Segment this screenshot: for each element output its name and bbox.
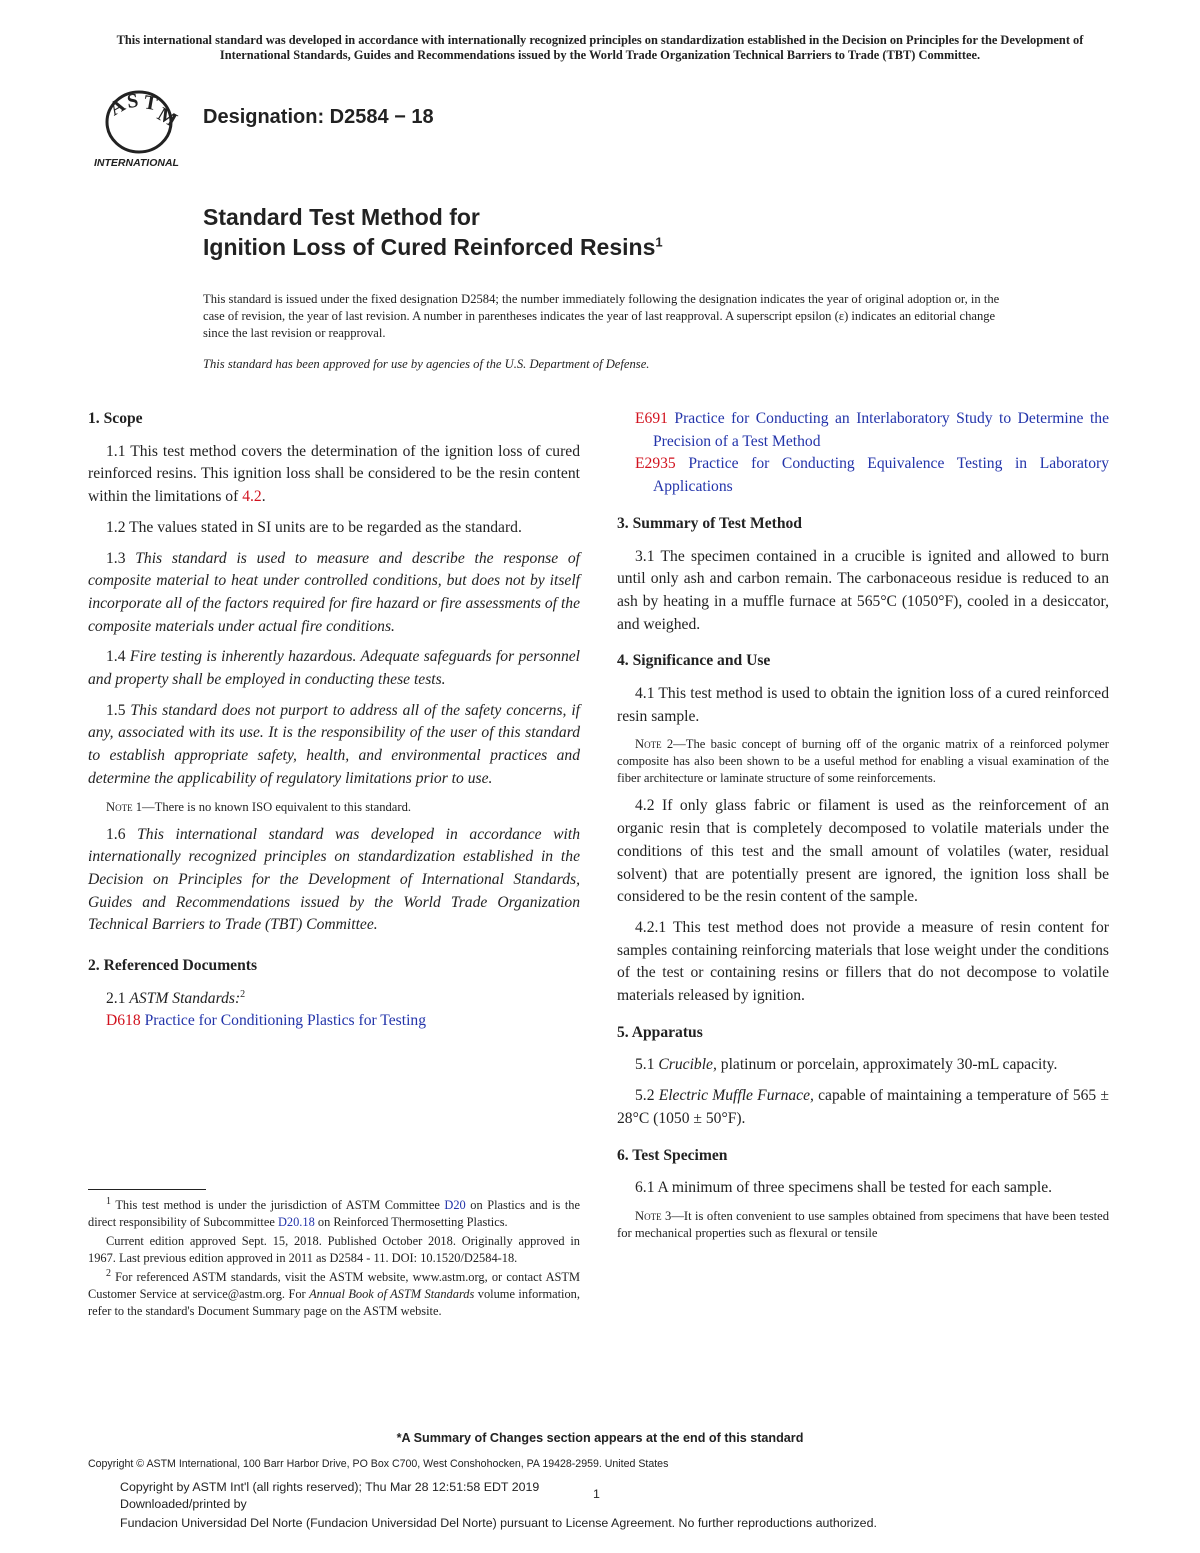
paragraph-5-2 [617,1085,1109,1130]
note-2-text: —The basic concept of burning off of the organic matrix of a reinforced polymer composite has also been shown to be a useful method for enabling a visual examination of the fiber architecture or laminate structure of some reinforcements. [617,737,1109,786]
paragraph-6-1: 6.1 A minimum of three specimens shall be tested for each sample. [635,1179,1053,1197]
paragraph-1-3-text: This standard is used to measure and describe the response of composite material to heat under controlled conditions, but does not by itself incorporate all of the factors required for fire hazard or fire assessments of the composite materials under actual fire conditions. [88,549,580,635]
top-notice: This international standard was developed in accordance with internationally recognized principles on standardization established in the Decision on Principles for the Development of International Standards, Guides and Recommendations issued by the World Trade Organization Technical Barriers to Trade (TBT) Committee. [116,33,1084,62]
link-d20-18[interactable]: D20.18 [277,1215,315,1229]
download-line-1: Copyright by ASTM Int'l (all rights reserved); Thu Mar 28 12:51:58 EDT 2019 [120,1480,540,1494]
paragraph-1-4 [88,646,580,691]
paragraph-5-2-term: Electric Muffle Furnace, [658,1087,814,1105]
note-3 [617,1208,1109,1242]
footnote-2-text-b: volume information, refer to the standard's Document Summary page on the ASTM website. [88,1287,580,1318]
note-3-text: —It is often convenient to use samples obtained from specimens that have been tested for mechanical properties such as flexural or tensile [617,1208,1109,1240]
svg-text:A: A [105,94,130,121]
paragraph-1-3-num: 1.3 [106,549,136,567]
reference-title[interactable]: Practice for Conditioning Plastics for Testing [144,1012,426,1030]
reference-d618[interactable] [88,1010,580,1033]
paragraph-1-5 [88,700,580,791]
footnote-1 [88,1197,580,1231]
paragraph-4-1: 4.1 This test method is used to obtain the ignition loss of a cured reinforced resin sample. [617,685,1109,725]
paragraph-1-4-text: Fire testing is inherently hazardous. Adequate safeguards for personnel and property shall be employed in conducting these tests. [88,648,580,689]
right-column [617,408,1109,1250]
summary-of-changes-note: *A Summary of Changes section appears at the end of this standard [396,1431,804,1445]
paragraph-1-1-end: . [261,488,266,506]
title-line-2 [203,234,663,261]
paragraph-5-1-num: 5.1 [635,1056,659,1074]
section-heading-referenced-documents: 2. Referenced Documents [88,957,258,975]
reference-title[interactable]: Practice for Conducting Equivalence Testing in Laboratory Applications [653,455,1109,496]
paragraph-2-1-num: 2.1 [106,989,130,1007]
download-line-3: Fundacion Universidad Del Norte (Fundacion Universidad Del Norte) pursuant to License Agreement. No further reproductions authorized. [120,1516,877,1530]
paragraph-3-1: 3.1 The specimen contained in a crucible is ignited and allowed to burn until only ash and carbon remain. The carbonaceous residue is reduced to an ash by heating in a muffle furnace at 565°C (1050°F), cooled in a desiccator, and weighed. [617,547,1109,633]
title-line-1: Standard Test Method for [203,204,480,230]
paragraph-5-1-term: Crucible, [658,1056,717,1074]
footnote-2-mark: 2 [106,1267,111,1279]
paragraph-5-1-text: platinum or porcelain, approximately 30-mL capacity. [716,1056,1058,1074]
footnote-1-text-c: on Reinforced Thermosetting Plastics. [314,1215,508,1229]
link-4-2[interactable]: 4.2 [242,488,262,506]
note-2 [617,736,1109,787]
reference-code[interactable]: E691 [635,410,668,427]
footnote-2-text-a: For referenced ASTM standards, visit the ASTM website, www.astm.org, or contact ASTM Customer Service at service@astm.org. For [88,1270,580,1301]
note-1-text: —There is no known ISO equivalent to this standard. [142,799,412,814]
reference-code[interactable]: E2935 [635,455,676,473]
footnotes [88,1197,580,1322]
reference-title[interactable]: Practice for Conducting an Interlaboratory Study to Determine the Precision of a Test Method [653,410,1109,450]
link-d20[interactable]: D20 [444,1198,466,1212]
footnote-2-italic: Annual Book of ASTM Standards [309,1287,475,1301]
reference-e2935[interactable] [617,453,1109,498]
paragraph-2-1 [88,988,580,1011]
issue-statement: This standard is issued under the fixed designation D2584; the number immediately following the designation indicates the year of original adoption or, in the case of revision, the year of last revision. A number in parentheses indicates the year of last reapproval. A superscript epsilon (ε) indicates an editorial change since the last revision or reapproval. [203,292,1000,340]
title-footnote-mark: 1 [655,234,663,250]
paragraph-1-1 [88,441,580,509]
paragraph-1-6-text: This international standard was developed in accordance with internationally recognized principles on standardization established in the Decision on Principles for the Development of International Standards, Guides and Recommendations issued by the World Trade Organization Technical Barriers to Trade (TBT) Committee. [88,825,581,934]
paragraph-1-1-text: 1.1 This test method covers the determination of the ignition loss of cured reinforced resins. This ignition loss shall be considered to be the resin content within the limitations of [88,442,580,506]
footnote-2 [88,1269,580,1320]
paragraph-5-2-text: capable of maintaining a temperature of 565 ± 28°C (1050 ± 50°F). [617,1087,1109,1127]
paragraph-1-4-num: 1.4 [106,648,130,666]
paragraph-2-1-text: ASTM Standards: [129,989,241,1007]
footnote-1-edition: Current edition approved Sept. 15, 2018. Published October 2018. Originally approved in 1967. Last previous edition approved in 2011 as D2584 - 11. DOI: 10.1520/D2584-18. [88,1234,580,1265]
designation: Designation: D2584 − 18 [203,106,434,128]
note-1 [88,799,580,816]
paragraph-4-2-1: 4.2.1 This test method does not provide a measure of resin content for samples containing reinforcing materials that lose weight under the conditions of the test or containing resins or fillers that do not decompose to volatile materials released by ignition. [617,918,1109,1005]
reference-code[interactable]: D618 [106,1012,141,1030]
paragraph-1-6 [88,824,580,938]
astm-logo [92,86,190,170]
paragraph-5-1 [617,1054,1109,1077]
svg-text:T: T [142,91,160,116]
note-2-label: Note 2 [635,737,674,752]
svg-text:INTERNATIONAL: INTERNATIONAL [94,157,179,169]
section-heading-test-specimen: 6. Test Specimen [617,1146,728,1164]
note-1-label: Note 1 [106,799,143,814]
paragraph-1-5-text: This standard does not purport to address all of the safety concerns, if any, associated with its use. It is the responsibility of the user of this standard to establish appropriate safety, health, and environmental practices and determine the applicability of regulatory limitations prior to use. [88,701,580,787]
svg-text:S: S [125,89,140,113]
section-heading-apparatus: 5. Apparatus [617,1023,703,1041]
dod-statement: This standard has been approved for use by agencies of the U.S. Department of Defense. [203,357,650,371]
footnote-1-text-b: on Plastics and is the direct responsibility of Subcommittee [88,1198,580,1229]
section-heading-scope: 1. Scope [88,410,143,427]
footnote-divider [88,1189,206,1190]
paragraph-2-1-mark: 2 [240,988,246,1000]
title-text: Ignition Loss of Cured Reinforced Resins [203,234,656,260]
note-3-label: Note 3 [635,1208,672,1223]
section-heading-summary: 3. Summary of Test Method [617,514,802,532]
footnote-1-text-a: This test method is under the jurisdiction of ASTM Committee [111,1198,445,1212]
reference-e691[interactable] [617,408,1109,453]
footnote-1-mark: 1 [106,1195,111,1207]
paragraph-1-2: 1.2 The values stated in SI units are to be regarded as the standard. [106,518,522,536]
section-heading-significance: 4. Significance and Use [617,652,771,670]
page-number: 1 [593,1487,600,1501]
download-line-2: Downloaded/printed by [120,1497,247,1511]
copyright-line: Copyright © ASTM International, 100 Barr Harbor Drive, PO Box C700, West Conshohocken, PA 19428-2959. United States [88,1458,669,1470]
paragraph-1-6-num: 1.6 [106,825,138,843]
paragraph-1-5-num: 1.5 [106,701,131,719]
left-column [88,408,580,1033]
svg-text:M: M [153,103,181,132]
paragraph-4-2: 4.2 If only glass fabric or filament is used as the reinforcement of an organic resin that is completely decomposed to volatile materials under the conditions of this test and the small amount of volatiles (water, residual solvent) that are potentially present are ignored, the ignition loss shall be considered to be the resin content of the sample. [617,797,1109,906]
paragraph-1-3 [88,548,580,639]
paragraph-5-2-num: 5.2 [635,1087,659,1105]
